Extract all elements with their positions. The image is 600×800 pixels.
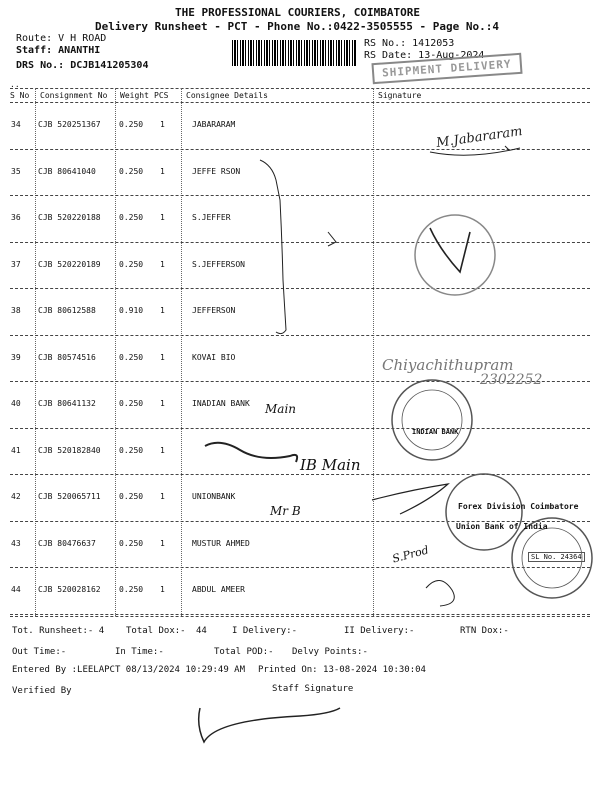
cell-weight: 0.250 xyxy=(119,538,144,548)
verified-by: Verified By xyxy=(12,686,72,696)
entered-by: Entered By :LEELAPCT 08/13/2024 10:29:49 AM xyxy=(12,665,245,675)
staff-signature-stroke xyxy=(199,708,340,742)
cell-consignment-no: CJB 80612588 xyxy=(38,306,96,315)
total-dox-value: 44 xyxy=(196,626,207,636)
cell-pcs: 1 xyxy=(160,538,165,548)
out-time: Out Time:- xyxy=(12,647,67,657)
cell-consignment-no: CJB 520220189 xyxy=(38,259,101,269)
cell-consignment-no: CJB 520182840 xyxy=(38,445,101,455)
col-consignment: Consignment No xyxy=(40,91,108,100)
cell-weight: 0.250 xyxy=(119,492,144,501)
sig44-scribble xyxy=(426,580,454,606)
route: Route: V H ROAD xyxy=(16,33,107,44)
cell-weight: 0.250 xyxy=(119,352,144,362)
cell-consignment-no: CJB 80476637 xyxy=(38,538,96,548)
cell-consignee: INADIAN BANK xyxy=(192,399,250,408)
cell-sno: 38 xyxy=(11,306,21,315)
note-42: Mr B xyxy=(270,504,301,518)
round-stamp-36 xyxy=(415,215,495,295)
cell-weight: 0.250 xyxy=(119,259,144,269)
cell-consignee: JABARARAM xyxy=(192,120,236,129)
total-dox-label: Total Dox:- xyxy=(126,626,186,636)
cell-pcs: 1 xyxy=(160,585,165,594)
cell-consignee: MUSTUR AHMED xyxy=(192,538,250,548)
cell-pcs: 1 xyxy=(160,306,165,315)
rs-date: RS Date: 13-Aug-2024 xyxy=(364,50,485,61)
drs-label: DRS No.: xyxy=(16,60,65,71)
header-tick: .. xyxy=(10,80,20,89)
cell-consignee: UNIONBANK xyxy=(192,492,236,501)
signature-34: M.Jabararam xyxy=(435,124,524,151)
tick-mark xyxy=(328,232,336,246)
total-pod: Total POD:- xyxy=(214,647,274,657)
jefferson-pen-line xyxy=(260,160,286,334)
cell-consignee: ABDUL AMEER xyxy=(192,585,245,594)
cell-pcs: 1 xyxy=(160,399,165,408)
cell-sno: 44 xyxy=(11,585,21,594)
cell-consignment-no: CJB 80641132 xyxy=(38,399,96,408)
staff-signature-label: Staff Signature xyxy=(272,684,354,694)
sig34-flourish xyxy=(430,146,520,155)
staff-label: Staff: xyxy=(16,45,53,56)
cell-sno: 43 xyxy=(11,538,21,548)
cell-consignment-no: CJB 520251367 xyxy=(38,120,101,129)
seal-ref: SL No. 24364 xyxy=(528,552,585,562)
indian-bank-seal xyxy=(392,380,472,460)
cell-weight: 0.250 xyxy=(119,585,144,594)
col-pcs: PCS xyxy=(154,91,169,100)
printed-on: Printed On: 13-08-2024 10:30:04 xyxy=(258,665,426,675)
cell-weight: 0.250 xyxy=(119,166,144,176)
cell-consignment-no: CJB 520028162 xyxy=(38,585,101,594)
cell-consignment-no: CJB 80641040 xyxy=(38,166,96,176)
col-signature: Signature xyxy=(378,91,422,100)
rtn-dox: RTN Dox:- xyxy=(460,626,509,636)
union-bank-seal xyxy=(446,474,522,550)
cell-weight: 0.250 xyxy=(119,399,144,408)
union-bank-name: Union Bank of India xyxy=(456,522,548,531)
cell-weight: 0.250 xyxy=(119,213,144,222)
signature-39: Chiyachithupram xyxy=(382,356,514,374)
cell-sno: 42 xyxy=(11,492,21,501)
cell-sno: 41 xyxy=(11,445,21,455)
cell-pcs: 1 xyxy=(160,492,165,501)
signature-39-number: 2302252 xyxy=(480,372,543,388)
company-title: THE PROFESSIONAL COURIERS, COIMBATORE xyxy=(175,6,421,19)
cell-consignee: JEFFE RSON xyxy=(192,166,241,176)
sig41-scribble xyxy=(205,443,297,462)
cell-sno: 34 xyxy=(11,120,21,129)
cell-consignee: JEFFERSON xyxy=(192,306,236,315)
ii-delivery: II Delivery:- xyxy=(344,626,415,636)
tot-runsheet: Tot. Runsheet:- 4 xyxy=(12,626,105,636)
cell-pcs: 1 xyxy=(160,259,165,269)
col-sno: S No xyxy=(10,91,30,100)
cell-consignment-no: CJB 80574516 xyxy=(38,352,96,362)
indian-bank-seal-text: INDIAN BANK xyxy=(412,428,459,436)
note-40: Main xyxy=(265,402,297,416)
signature-43: S.Prod xyxy=(390,543,431,566)
cell-weight: 0.910 xyxy=(119,306,144,315)
cell-sno: 37 xyxy=(11,259,21,269)
cell-weight: 0.250 xyxy=(119,445,144,455)
cell-consignment-no: CJB 520220188 xyxy=(38,213,101,222)
runsheet-subtitle: Delivery Runsheet - PCT - Phone No.:0422-3505555 - Page No.:4 xyxy=(95,20,499,33)
sig42-scribble xyxy=(372,484,448,514)
cell-weight: 0.250 xyxy=(119,120,144,129)
cell-sno: 39 xyxy=(11,352,21,362)
rs-number: RS No.: 1412053 xyxy=(364,38,455,49)
cell-consignee: S.JEFFER xyxy=(192,213,231,222)
cell-pcs: 1 xyxy=(160,445,165,455)
cell-consignee: KOVAI BIO xyxy=(192,352,236,362)
cell-pcs: 1 xyxy=(160,352,165,362)
staff-name: ANANTHI xyxy=(58,45,101,56)
sig36-scribble xyxy=(430,228,470,272)
cell-sno: 36 xyxy=(11,213,21,222)
note-41: IB Main xyxy=(300,456,361,474)
union-bank-branch: Forex Division Coimbatore xyxy=(458,502,579,511)
drs-number: DCJB141205304 xyxy=(70,60,149,71)
cell-consignment-no: CJB 520065711 xyxy=(38,492,101,501)
in-time: In Time:- xyxy=(115,647,164,657)
cell-consignee: S.JEFFERSON xyxy=(192,259,245,269)
cell-pcs: 1 xyxy=(160,166,165,176)
col-weight: Weight xyxy=(120,91,149,100)
cell-pcs: 1 xyxy=(160,213,165,222)
i-delivery: I Delivery:- xyxy=(232,626,298,636)
shipment-delivery-stamp: SHIPMENT DELIVERY xyxy=(371,53,522,84)
cell-sno: 35 xyxy=(11,166,21,176)
cell-sno: 40 xyxy=(11,399,21,408)
cell-pcs: 1 xyxy=(160,120,165,129)
delvy-points: Delvy Points:- xyxy=(292,647,368,657)
col-consignee: Consignee Details xyxy=(186,91,268,100)
